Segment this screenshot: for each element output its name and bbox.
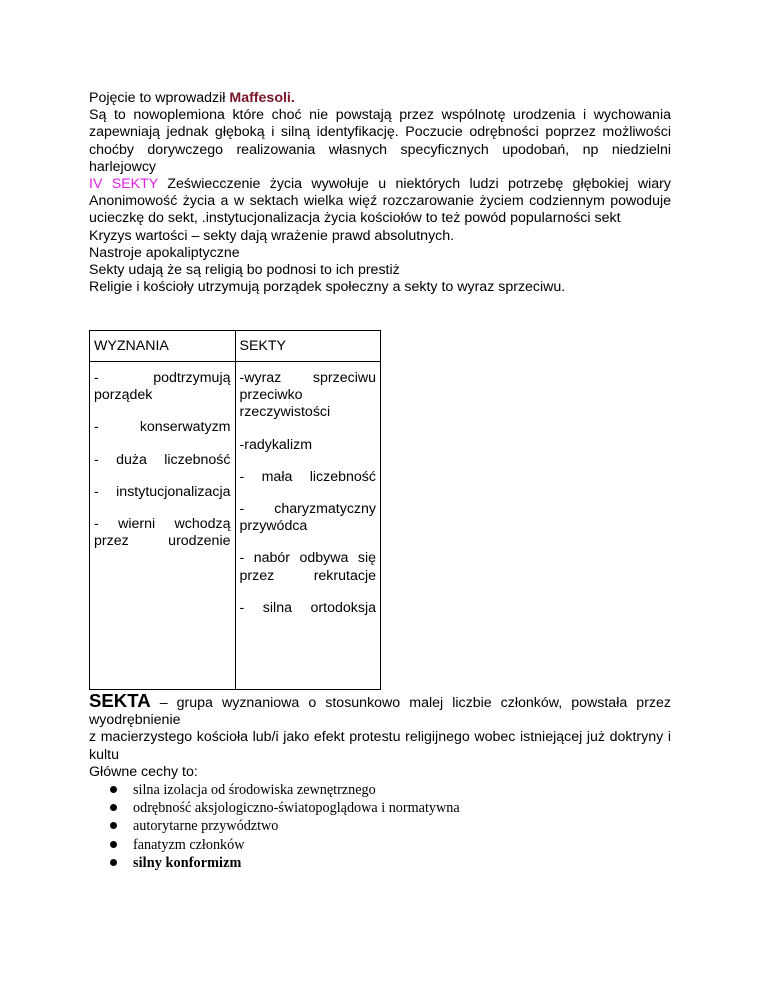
features-label: Główne cechy to:	[89, 763, 198, 780]
sekty-item: - charyzmatyczny przywódca	[239, 501, 376, 535]
wyznania-item: - konserwatyzm	[94, 419, 231, 436]
wyznania-column	[90, 362, 236, 690]
list-item	[110, 854, 460, 872]
definition-term: SEKTA	[89, 690, 151, 711]
bullet-icon	[110, 841, 117, 848]
wyznania-item: - wierni wchodzą przez urodzenie	[94, 516, 231, 550]
wyznania-item: - podtrzymują porządek	[94, 370, 231, 404]
feature-text: silny konformizm	[133, 854, 242, 871]
sekty-column	[235, 362, 381, 690]
author-name: Maffesoli	[229, 90, 291, 106]
sekty-item: - mała liczebność	[239, 468, 376, 485]
section-iv-line: Kryzys wartości – sekty dają wrażenie prawd absolutnych.	[89, 227, 455, 244]
bullet-icon	[110, 822, 117, 829]
table-header-row	[90, 331, 381, 362]
bullet-icon	[110, 786, 117, 793]
author-period: .	[290, 90, 295, 106]
intro-block	[89, 90, 671, 296]
section-iv-heading: IV SEKTY	[89, 176, 159, 193]
table-body-row	[90, 362, 381, 690]
comparison-table	[89, 330, 381, 690]
list-item	[110, 799, 460, 817]
section-iv-line: Sekty udają że są religią bo podnosi to ich prestiż	[89, 262, 400, 279]
sekty-item: -radykalizm	[239, 436, 313, 453]
feature-text: silna izolacja od środowiska zewnętrznego	[133, 782, 376, 798]
feature-text: autorytarne przywództwo	[133, 818, 279, 835]
header-wyznania: WYZNANIA	[90, 331, 236, 362]
section-iv-text: Zeświecczenie życia wywołuje u niektórych ludzi potrzebę głębokiej wiary Anonimowość życia a w sektach wielka więź rozczarowanie życiem codziennym powoduje ucieczkę do sekt, .instytucjonalizacja życia kościołów to też powód popularności sekt	[89, 176, 671, 227]
definition-paragraph	[89, 692, 671, 729]
feature-text: odrębność aksjologiczno-światopoglądowa i normatywna	[133, 800, 460, 817]
section-iv-line: Nastroje apokaliptyczne	[89, 244, 240, 261]
definition-continuation: z macierzystego kościoła lub/i jako efekt protestu religijnego wobec istniejącej już doktryny i kultu	[89, 729, 671, 763]
list-item	[110, 781, 460, 799]
sekty-item: - nabór odbywa się przez rekrutacje	[239, 550, 376, 584]
intro-paragraph: Są to nowoplemiona które choć nie powstają przez wspólnotę urodzenia i wychowania zapewniają jednak głęboką i silną identyfikację. Poczucie odrębności poprzez możliwości choćby dorywczego realizowania własnych specyficznych upodobań, np niedzielni harlejowcy	[89, 107, 671, 175]
section-iv-paragraph	[89, 176, 671, 228]
bullet-icon	[110, 804, 117, 811]
wyznania-item: - instytucjonalizacja	[94, 483, 231, 500]
section-iv-line: Religie i kościoły utrzymują porządek społeczny a sekty to wyraz sprzeciwu.	[89, 279, 566, 296]
list-item	[110, 817, 460, 835]
intro-prefix: Pojęcie to wprowadził	[89, 90, 230, 106]
list-item	[110, 836, 460, 854]
feature-text: fanatyzm członków	[133, 836, 245, 853]
definition-block	[89, 692, 671, 781]
definition-text: – grupa wyznaniowa o stosunkowo malej liczbie członków, powstała przez wyodrębnienie	[89, 695, 671, 729]
features-list	[110, 781, 460, 872]
wyznania-item: - duża liczebność	[94, 451, 231, 468]
intro-line	[89, 90, 671, 107]
sekty-item: - silna ortodoksja	[239, 599, 376, 616]
bullet-icon	[110, 859, 117, 866]
sekty-item: -wyraz sprzeciwu przeciwko rzeczywistości	[239, 370, 376, 421]
header-sekty: SEKTY	[235, 331, 381, 362]
